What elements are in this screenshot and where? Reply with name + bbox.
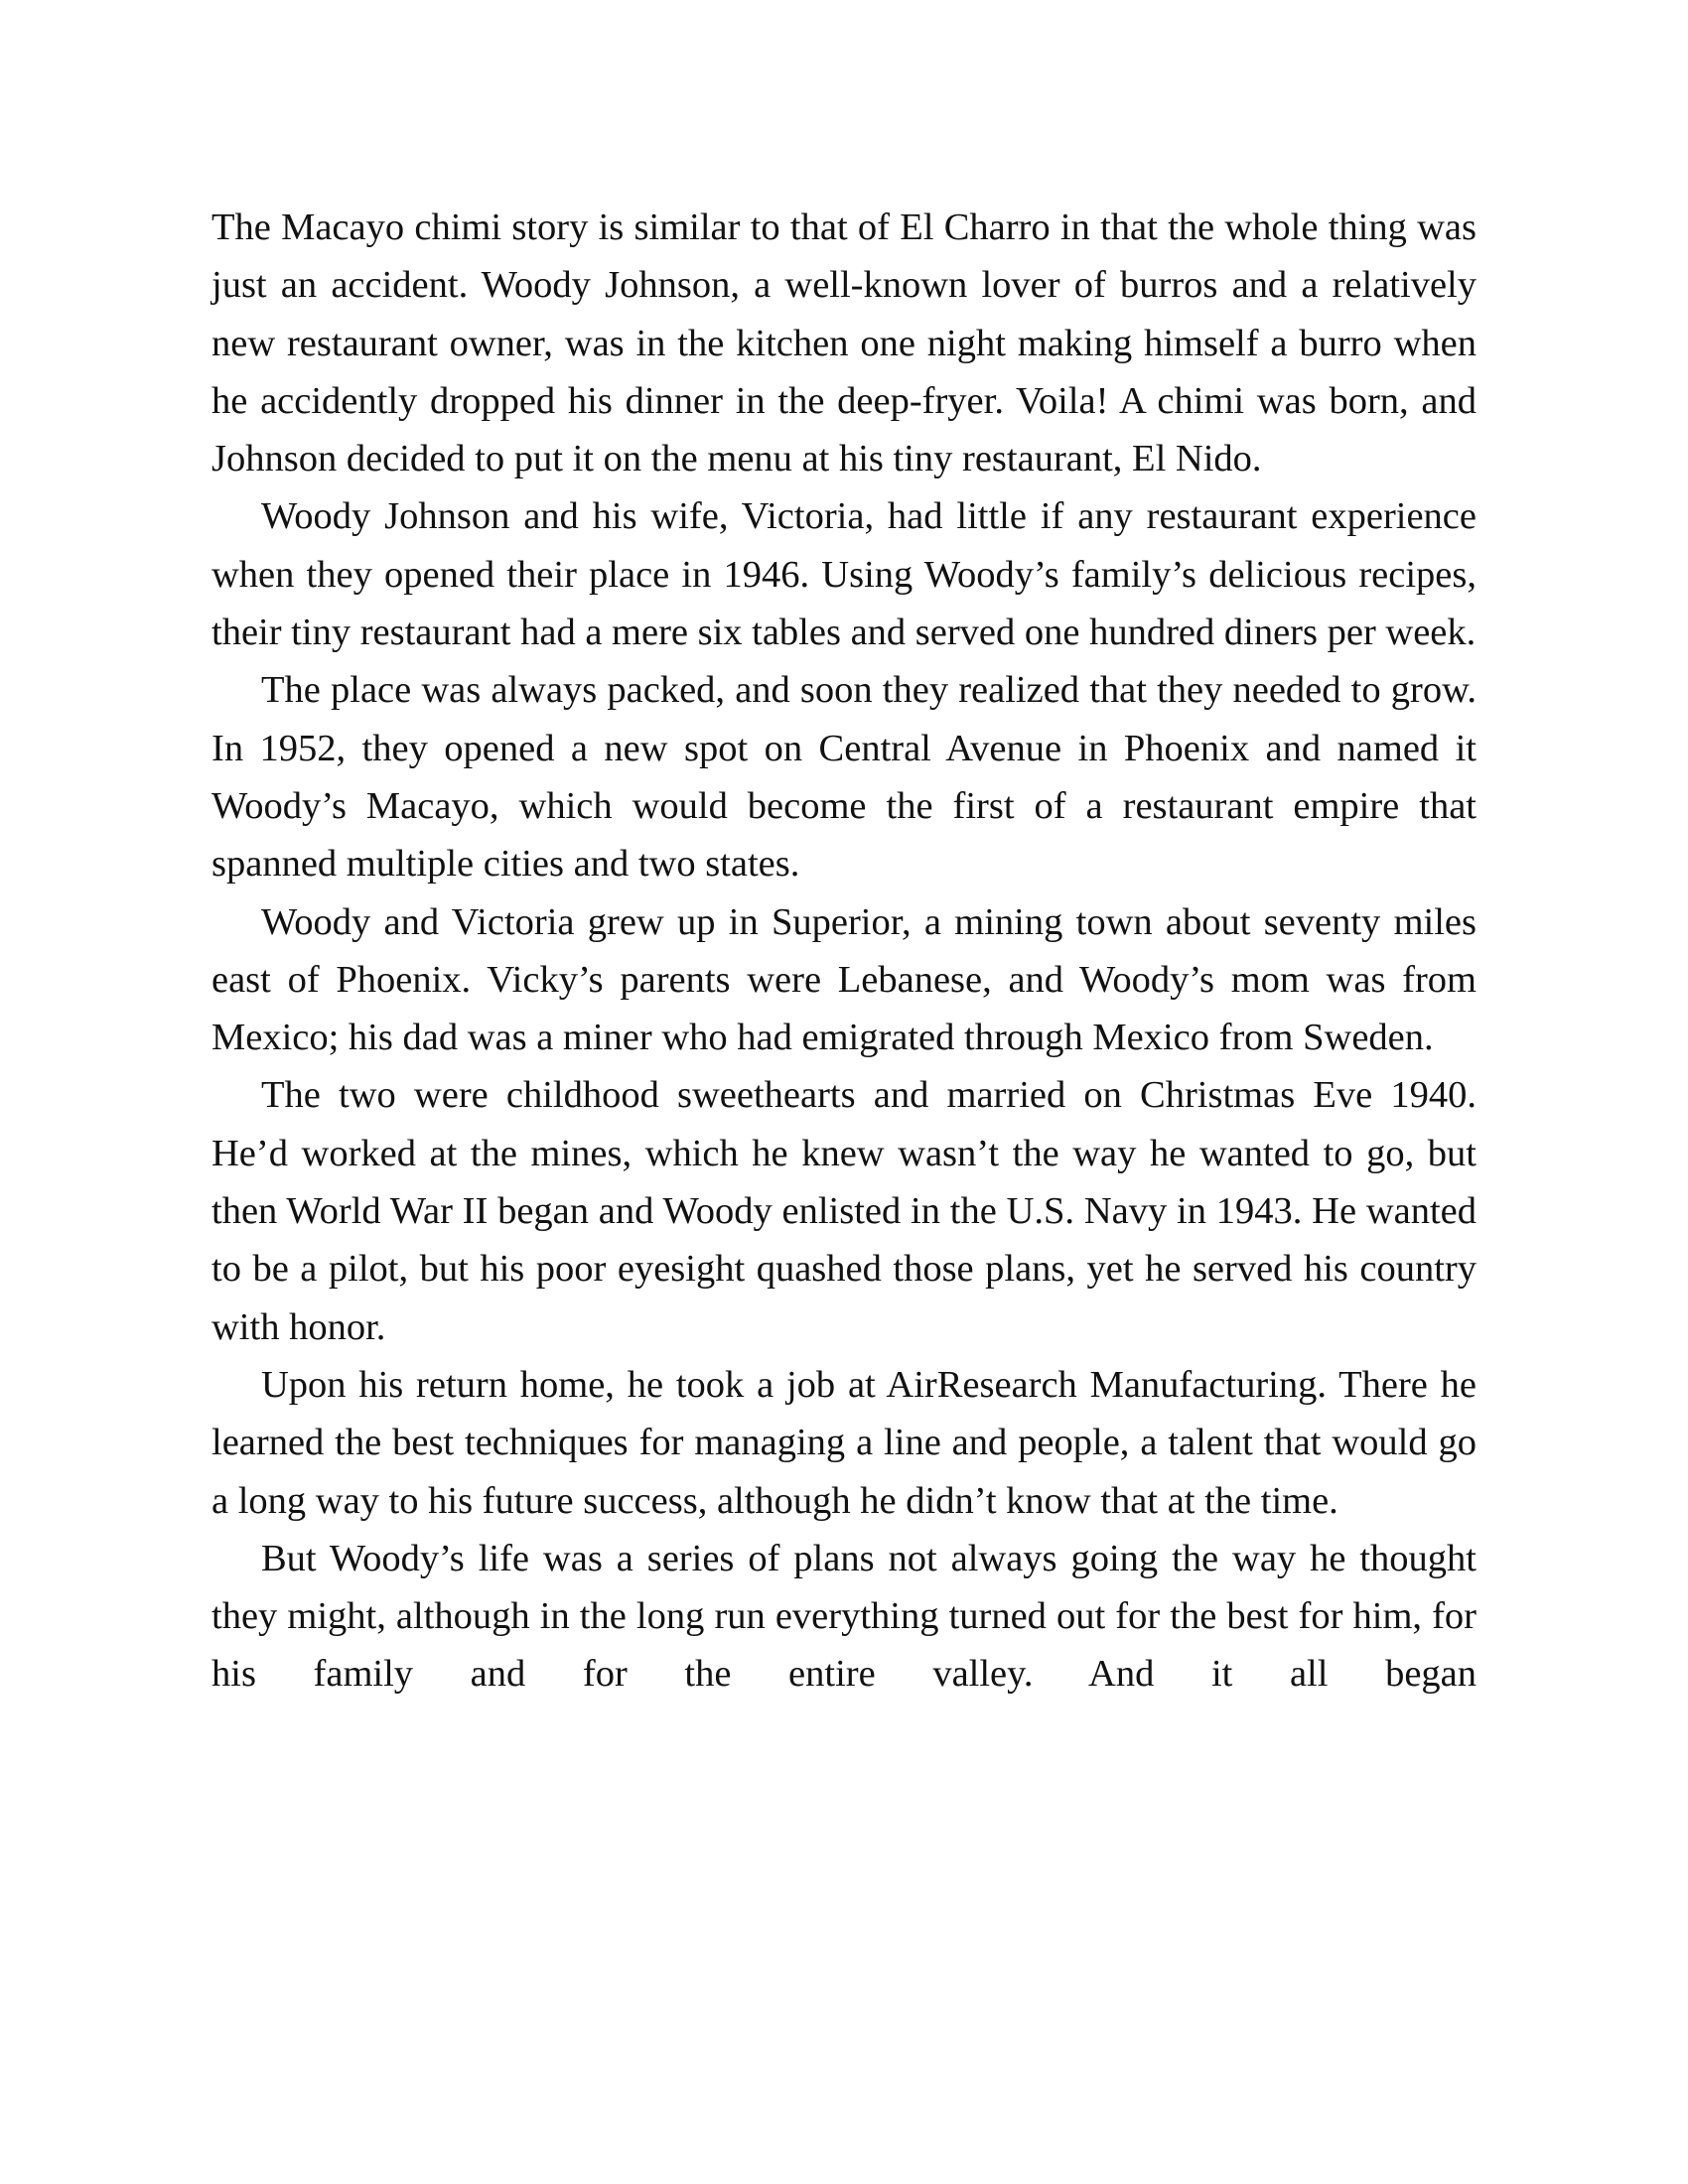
paragraph-6: Upon his return home, he took a job at AirResearch Manufacturing. There he learned the best techniques for managing a line and people, a talent that would go a long way to his future success, although he didn’t know that at the time. bbox=[211, 1363, 1477, 1522]
paragraph-7: But Woody’s life was a series of plans not always going the way he thought they might, although in the long run everything turned out for the best for him, for his family and for the entire valley. And it all began bbox=[211, 1537, 1477, 1696]
body-text bbox=[211, 199, 1477, 1704]
paragraph-2: Woody Johnson and his wife, Victoria, had little if any restaurant experience when they opened their place in 1946. Using Woody’s family’s delicious recipes, their tiny restaurant had a mere six tables and served one hundred diners per week. bbox=[211, 495, 1477, 654]
paragraph-1: The Macayo chimi story is similar to that of El Charro in that the whole thing was just an accident. Woody Johnson, a well-known lover of burros and a relatively new restaurant owner, was in the kitchen one night making himself a burro when he accidently dropped his dinner in the deep-fryer. Voila! A chimi was born, and Johnson decided to put it on the menu at his tiny restaurant, El Nido. bbox=[211, 206, 1477, 480]
paragraph-5: The two were childhood sweethearts and married on Christmas Eve 1940. He’d worked at the mines, which he knew wasn’t the way he wanted to go, but then World War II began and Woody enlisted in the U.S. Navy in 1943. He wanted to be a pilot, but his poor eyesight quashed those plans, yet he served his country with honor. bbox=[211, 1074, 1477, 1348]
paragraph-4: Woody and Victoria grew up in Superior, a mining town about seventy miles east of Phoenix. Vicky’s parents were Lebanese, and Woody’s mom was from Mexico; his dad was a miner who had emigrated through Mexico from Sweden. bbox=[211, 900, 1477, 1059]
paragraph-3: The place was always packed, and soon they realized that they needed to grow. In 1952, they opened a new spot on Central Avenue in Phoenix and named it Woody’s Macayo, which would become the first of a restaurant empire that spanned multiple cities and two states. bbox=[211, 669, 1477, 886]
